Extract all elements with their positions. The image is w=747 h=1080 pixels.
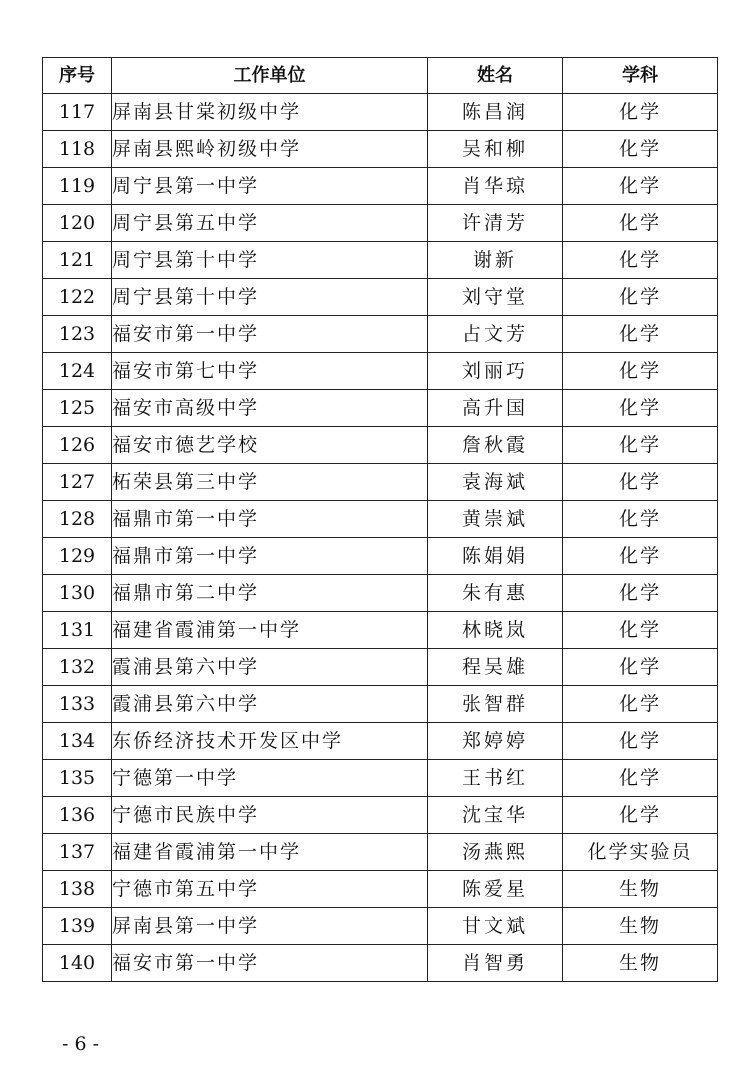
subject-cell: 化学: [563, 575, 718, 612]
person-name-cell: 程吴雄: [428, 649, 563, 686]
work-unit-cell: 福鼎市第一中学: [112, 501, 428, 538]
row-number-cell: 124: [43, 353, 112, 390]
work-unit-cell: 福建省霞浦第一中学: [112, 612, 428, 649]
subject-cell: 化学: [563, 464, 718, 501]
table-row: [43, 649, 718, 686]
person-name-cell: 谢新: [428, 242, 563, 279]
roster-table: [42, 57, 718, 982]
table-row: [43, 131, 718, 168]
table-row: [43, 797, 718, 834]
row-number-cell: 138: [43, 871, 112, 908]
person-name-cell: 王书红: [428, 760, 563, 797]
subject-cell: 化学: [563, 686, 718, 723]
table-row: [43, 168, 718, 205]
table-row: [43, 908, 718, 945]
subject-cell: 化学: [563, 131, 718, 168]
person-name-cell: 陈爱星: [428, 871, 563, 908]
table-row: [43, 501, 718, 538]
table-row: [43, 316, 718, 353]
work-unit-cell: 福安市高级中学: [112, 390, 428, 427]
row-number-cell: 134: [43, 723, 112, 760]
row-number-cell: 120: [43, 205, 112, 242]
person-name-cell: 刘丽巧: [428, 353, 563, 390]
table-row: [43, 94, 718, 131]
table-row: [43, 279, 718, 316]
header-row: [43, 58, 718, 94]
subject-cell: 化学: [563, 760, 718, 797]
row-number-cell: 130: [43, 575, 112, 612]
row-number-cell: 127: [43, 464, 112, 501]
work-unit-cell: 福鼎市第一中学: [112, 538, 428, 575]
row-number-cell: 126: [43, 427, 112, 464]
table-row: [43, 760, 718, 797]
table-row: [43, 242, 718, 279]
person-name-cell: 高升国: [428, 390, 563, 427]
person-name-cell: 占文芳: [428, 316, 563, 353]
table-row: [43, 575, 718, 612]
subject-cell: 化学: [563, 723, 718, 760]
work-unit-cell: 柘荣县第三中学: [112, 464, 428, 501]
work-unit-cell: 福安市第七中学: [112, 353, 428, 390]
person-name-cell: 朱有惠: [428, 575, 563, 612]
person-name-cell: 黄崇斌: [428, 501, 563, 538]
table-row: [43, 871, 718, 908]
work-unit-cell: 周宁县第十中学: [112, 242, 428, 279]
person-name-cell: 吴和柳: [428, 131, 563, 168]
row-number-cell: 137: [43, 834, 112, 871]
work-unit-cell: 东侨经济技术开发区中学: [112, 723, 428, 760]
table-body: [43, 94, 718, 982]
work-unit-cell: 宁德第一中学: [112, 760, 428, 797]
subject-cell: 化学: [563, 390, 718, 427]
row-number-cell: 122: [43, 279, 112, 316]
row-number-cell: 140: [43, 945, 112, 982]
header-subject: 学科: [563, 58, 718, 94]
subject-cell: 化学: [563, 649, 718, 686]
table-row: [43, 205, 718, 242]
work-unit-cell: 屏南县熙岭初级中学: [112, 131, 428, 168]
table-row: [43, 834, 718, 871]
row-number-cell: 125: [43, 390, 112, 427]
table-row: [43, 612, 718, 649]
header-unit: 工作单位: [112, 58, 428, 94]
page-number: - 6 -: [62, 1033, 100, 1055]
person-name-cell: 袁海斌: [428, 464, 563, 501]
work-unit-cell: 霞浦县第六中学: [112, 686, 428, 723]
person-name-cell: 陈娟娟: [428, 538, 563, 575]
header-no: 序号: [43, 58, 112, 94]
table-row: [43, 686, 718, 723]
work-unit-cell: 福安市第一中学: [112, 316, 428, 353]
row-number-cell: 131: [43, 612, 112, 649]
work-unit-cell: 屏南县甘棠初级中学: [112, 94, 428, 131]
person-name-cell: 林晓岚: [428, 612, 563, 649]
row-number-cell: 117: [43, 94, 112, 131]
row-number-cell: 119: [43, 168, 112, 205]
subject-cell: 化学: [563, 205, 718, 242]
table-row: [43, 464, 718, 501]
person-name-cell: 肖华琼: [428, 168, 563, 205]
row-number-cell: 139: [43, 908, 112, 945]
subject-cell: 化学: [563, 353, 718, 390]
subject-cell: 化学: [563, 279, 718, 316]
row-number-cell: 123: [43, 316, 112, 353]
subject-cell: 化学: [563, 94, 718, 131]
person-name-cell: 郑婷婷: [428, 723, 563, 760]
work-unit-cell: 福安市德艺学校: [112, 427, 428, 464]
subject-cell: 化学: [563, 427, 718, 464]
row-number-cell: 135: [43, 760, 112, 797]
row-number-cell: 136: [43, 797, 112, 834]
person-name-cell: 汤燕熙: [428, 834, 563, 871]
person-name-cell: 肖智勇: [428, 945, 563, 982]
person-name-cell: 刘守堂: [428, 279, 563, 316]
work-unit-cell: 屏南县第一中学: [112, 908, 428, 945]
person-name-cell: 甘文斌: [428, 908, 563, 945]
work-unit-cell: 福安市第一中学: [112, 945, 428, 982]
person-name-cell: 陈昌润: [428, 94, 563, 131]
work-unit-cell: 周宁县第五中学: [112, 205, 428, 242]
work-unit-cell: 霞浦县第六中学: [112, 649, 428, 686]
subject-cell: 化学: [563, 612, 718, 649]
table-row: [43, 945, 718, 982]
work-unit-cell: 福鼎市第二中学: [112, 575, 428, 612]
person-name-cell: 张智群: [428, 686, 563, 723]
work-unit-cell: 周宁县第一中学: [112, 168, 428, 205]
row-number-cell: 129: [43, 538, 112, 575]
subject-cell: 化学: [563, 168, 718, 205]
subject-cell: 生物: [563, 908, 718, 945]
subject-cell: 化学: [563, 242, 718, 279]
row-number-cell: 128: [43, 501, 112, 538]
person-name-cell: 沈宝华: [428, 797, 563, 834]
row-number-cell: 118: [43, 131, 112, 168]
row-number-cell: 121: [43, 242, 112, 279]
work-unit-cell: 福建省霞浦第一中学: [112, 834, 428, 871]
subject-cell: 化学: [563, 501, 718, 538]
subject-cell: 生物: [563, 945, 718, 982]
table-row: [43, 723, 718, 760]
work-unit-cell: 宁德市民族中学: [112, 797, 428, 834]
subject-cell: 化学: [563, 538, 718, 575]
person-name-cell: 许清芳: [428, 205, 563, 242]
row-number-cell: 133: [43, 686, 112, 723]
row-number-cell: 132: [43, 649, 112, 686]
table-row: [43, 390, 718, 427]
person-name-cell: 詹秋霞: [428, 427, 563, 464]
work-unit-cell: 宁德市第五中学: [112, 871, 428, 908]
subject-cell: 化学实验员: [563, 834, 718, 871]
table-row: [43, 353, 718, 390]
table-row: [43, 538, 718, 575]
header-name: 姓名: [428, 58, 563, 94]
subject-cell: 生物: [563, 871, 718, 908]
subject-cell: 化学: [563, 797, 718, 834]
subject-cell: 化学: [563, 316, 718, 353]
table-row: [43, 427, 718, 464]
work-unit-cell: 周宁县第十中学: [112, 279, 428, 316]
